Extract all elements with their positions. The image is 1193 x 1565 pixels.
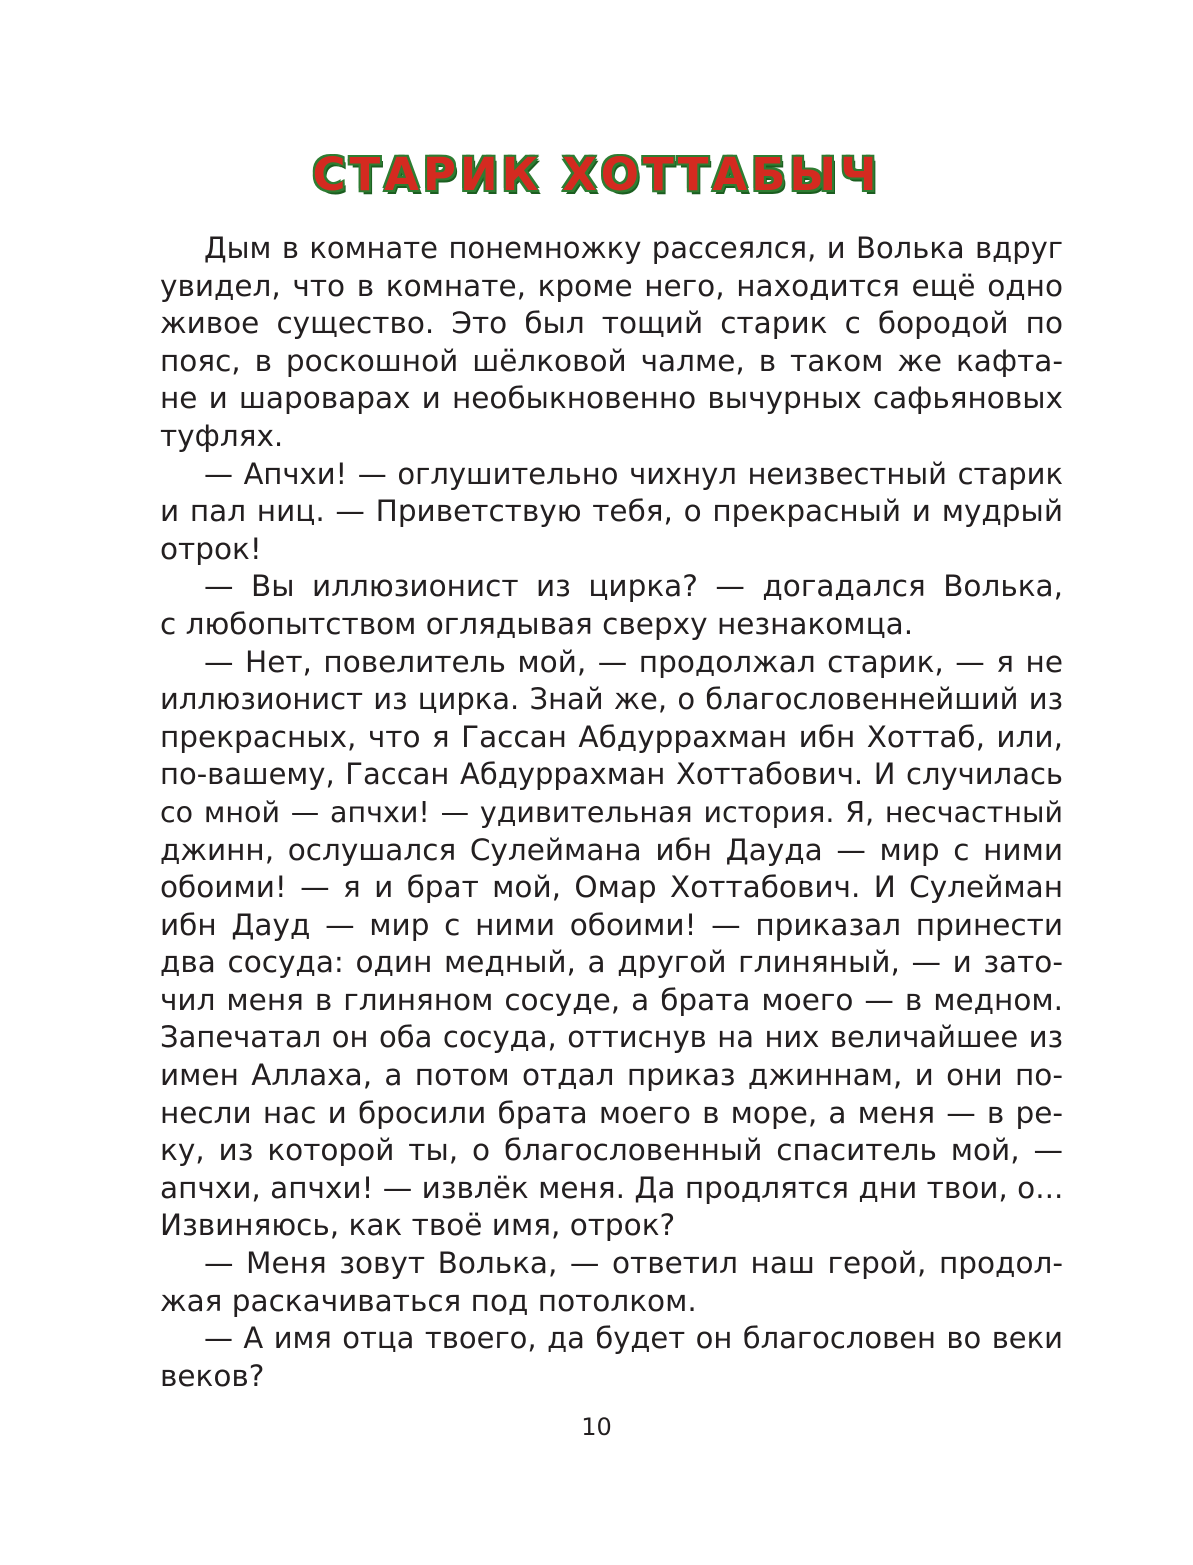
text-line: живое существо. Это был тощий старик с бородой по <box>160 306 1063 341</box>
text-line: прекрасных, что я Гассан Абдуррахман ибн Хоттаб, или, <box>160 719 1063 754</box>
text-line: со мной — апчхи! — удивительная история. Я, несчастный <box>160 795 1063 829</box>
text-line: два сосуда: один медный, а другой глиняный, — и зато- <box>160 945 1063 980</box>
text-line: джинн, ослушался Сулеймана ибн Дауда — мир с ними <box>160 832 1063 867</box>
text-line: — Нет, повелитель мой, — продолжал старик, — я не <box>204 644 1063 679</box>
text-line: веков? <box>160 1358 265 1393</box>
text-line: ибн Дауд — мир с ними обоими! — приказал принести <box>160 907 1063 942</box>
text-line: отрок! <box>160 531 262 566</box>
text-line: не и шароварах и необыкновенно вычурных сафьяновых <box>160 381 1063 416</box>
text-line: обоими! — я и брат мой, Омар Хоттабович. И Сулейман <box>160 870 1063 905</box>
body-text <box>160 230 1063 1395</box>
text-line: чил меня в глиняном сосуде, а брата моего — в медном. <box>160 982 1063 1017</box>
text-line: — Меня зовут Волька, — ответил наш герой, продол- <box>204 1246 1063 1281</box>
text-line: Извиняюсь, как твоё имя, отрок? <box>160 1208 676 1243</box>
text-line: пояс, в роскошной шёлковой чалме, в таком же кафта- <box>160 343 1063 378</box>
text-line: туфлях. <box>160 418 284 453</box>
text-line: — Вы иллюзионист из цирка? — догадался Волька, <box>204 569 1063 604</box>
text-line: апчхи, апчхи! — извлёк меня. Да продлятся дни твои, о... <box>160 1170 1064 1205</box>
text-line: жая раскачиваться под потолком. <box>160 1283 697 1318</box>
text-line: имен Аллаха, а потом отдал приказ джиннам, и они по- <box>160 1058 1063 1093</box>
text-line: несли нас и бросили брата моего в море, а меня — в ре- <box>160 1095 1063 1130</box>
text-line: ку, из которой ты, о благословенный спаситель мой, — <box>160 1133 1063 1168</box>
text-line: — А имя отца твоего, да будет он благословен во веки <box>204 1321 1063 1356</box>
text-line: по-вашему, Гассан Абдуррахман Хоттабович. И случилась <box>160 757 1063 792</box>
text-line: — Апчхи! — оглушительно чихнул неизвестный старик <box>204 456 1063 491</box>
text-line: иллюзионист из цирка. Знай же, о благословеннейший из <box>160 682 1063 717</box>
text-line: увидел, что в комнате, кроме него, находится ещё одно <box>160 268 1063 303</box>
text-line: Дым в комнате понемножку рассеялся, и Волька вдруг <box>204 231 1063 265</box>
text-line: Запечатал он оба сосуда, оттиснув на них величайшее из <box>160 1020 1063 1055</box>
chapter-title: СТАРИК ХОТТАБЫЧ <box>312 148 881 201</box>
page-number: 10 <box>581 1413 612 1441</box>
text-line: с любопытством оглядывая сверху незнакомца. <box>160 606 914 641</box>
text-line: и пал ниц. — Приветствую тебя, о прекрасный и мудрый <box>160 494 1063 529</box>
